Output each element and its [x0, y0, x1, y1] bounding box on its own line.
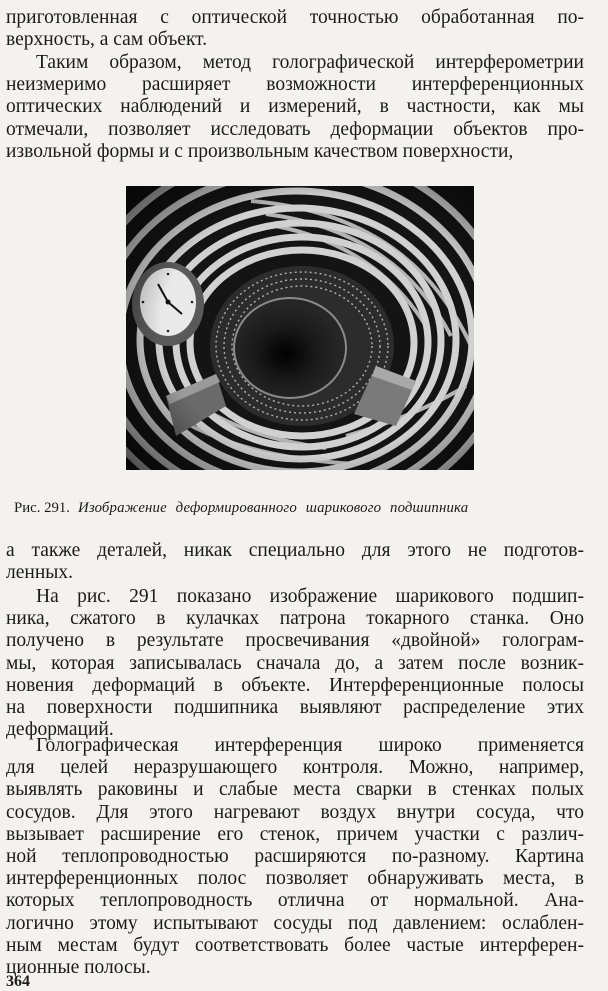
text-line: ционные полосы. [6, 957, 151, 979]
text-line: интерференционных полос позволяет обнаруживать места, в [6, 868, 584, 890]
text-line: ным местам будут соответствовать более частые интерферен- [6, 934, 584, 956]
text-line: новения деформаций в объекте. Интерференционные полосы [6, 674, 584, 696]
figure-caption [14, 500, 584, 517]
text-line: отмечали, позволяет исследовать деформации объектов про- [6, 118, 584, 140]
page-number: 364 [6, 973, 30, 990]
figure-bearing-hologram [126, 186, 474, 470]
text-line: логично этому испытывают сосуды под давлением: ослаблен- [6, 912, 584, 934]
text-line: оптических наблюдений и измерений, в частности, как мы [6, 96, 584, 118]
text-line: на поверхности подшипника выявляют распределение этих [6, 697, 584, 719]
text-line: мы, которая записывалась сначала до, а затем после возник- [6, 652, 584, 674]
text-line: вызывает расширение его стенок, причем участки с различ- [6, 823, 584, 845]
bearing-interferogram-image [126, 186, 474, 470]
paragraph-4 [6, 586, 584, 741]
text-line: верхность, а сам объект. [6, 29, 208, 51]
text-line: а также деталей, никак специально для этого не подготов- [6, 540, 584, 561]
text-line: ленных. [6, 562, 73, 584]
paragraph-5 [6, 735, 584, 979]
text-line: получено в результате просвечивания «двойной» голограм- [6, 630, 584, 652]
caption-label: Рис. 291. [14, 500, 71, 516]
text-line: Таким образом, метод голографической интерферометрии [36, 52, 584, 73]
text-line: которых теплопроводность отлична от нормальной. Ана- [6, 890, 584, 912]
text-line: для целей неразрушающего контроля. Можно, например, [6, 757, 584, 779]
text-line: На рис. 291 показано изображение шарикового подшип- [36, 586, 584, 607]
text-line: ника, сжатого в кулачках патрона токарного станка. Оно [6, 608, 584, 630]
paragraph-3 [6, 540, 584, 584]
text-line: приготовленная с оптической точностью обработанная по- [6, 7, 584, 28]
text-line: извольной формы и с произвольным качеством поверхности, [6, 140, 514, 162]
text-line: выявлять раковины и слабые места сварки в стенках полых [6, 779, 584, 801]
text-line: деформаций. [6, 719, 114, 741]
text-line: Голографическая интерференция широко применяется [36, 735, 584, 756]
text-line: сосудов. Для этого нагревают воздух внутри сосуда, что [6, 801, 584, 823]
text-line: неизмеримо расширяет возможности интерференционных [6, 74, 584, 96]
paragraph-2 [6, 52, 584, 163]
text-line: ной теплопроводностью расширяются по-разному. Картина [6, 846, 584, 868]
paragraph-1 [6, 7, 584, 51]
caption-text: Изображение деформированного шарикового подшипника [78, 500, 469, 516]
